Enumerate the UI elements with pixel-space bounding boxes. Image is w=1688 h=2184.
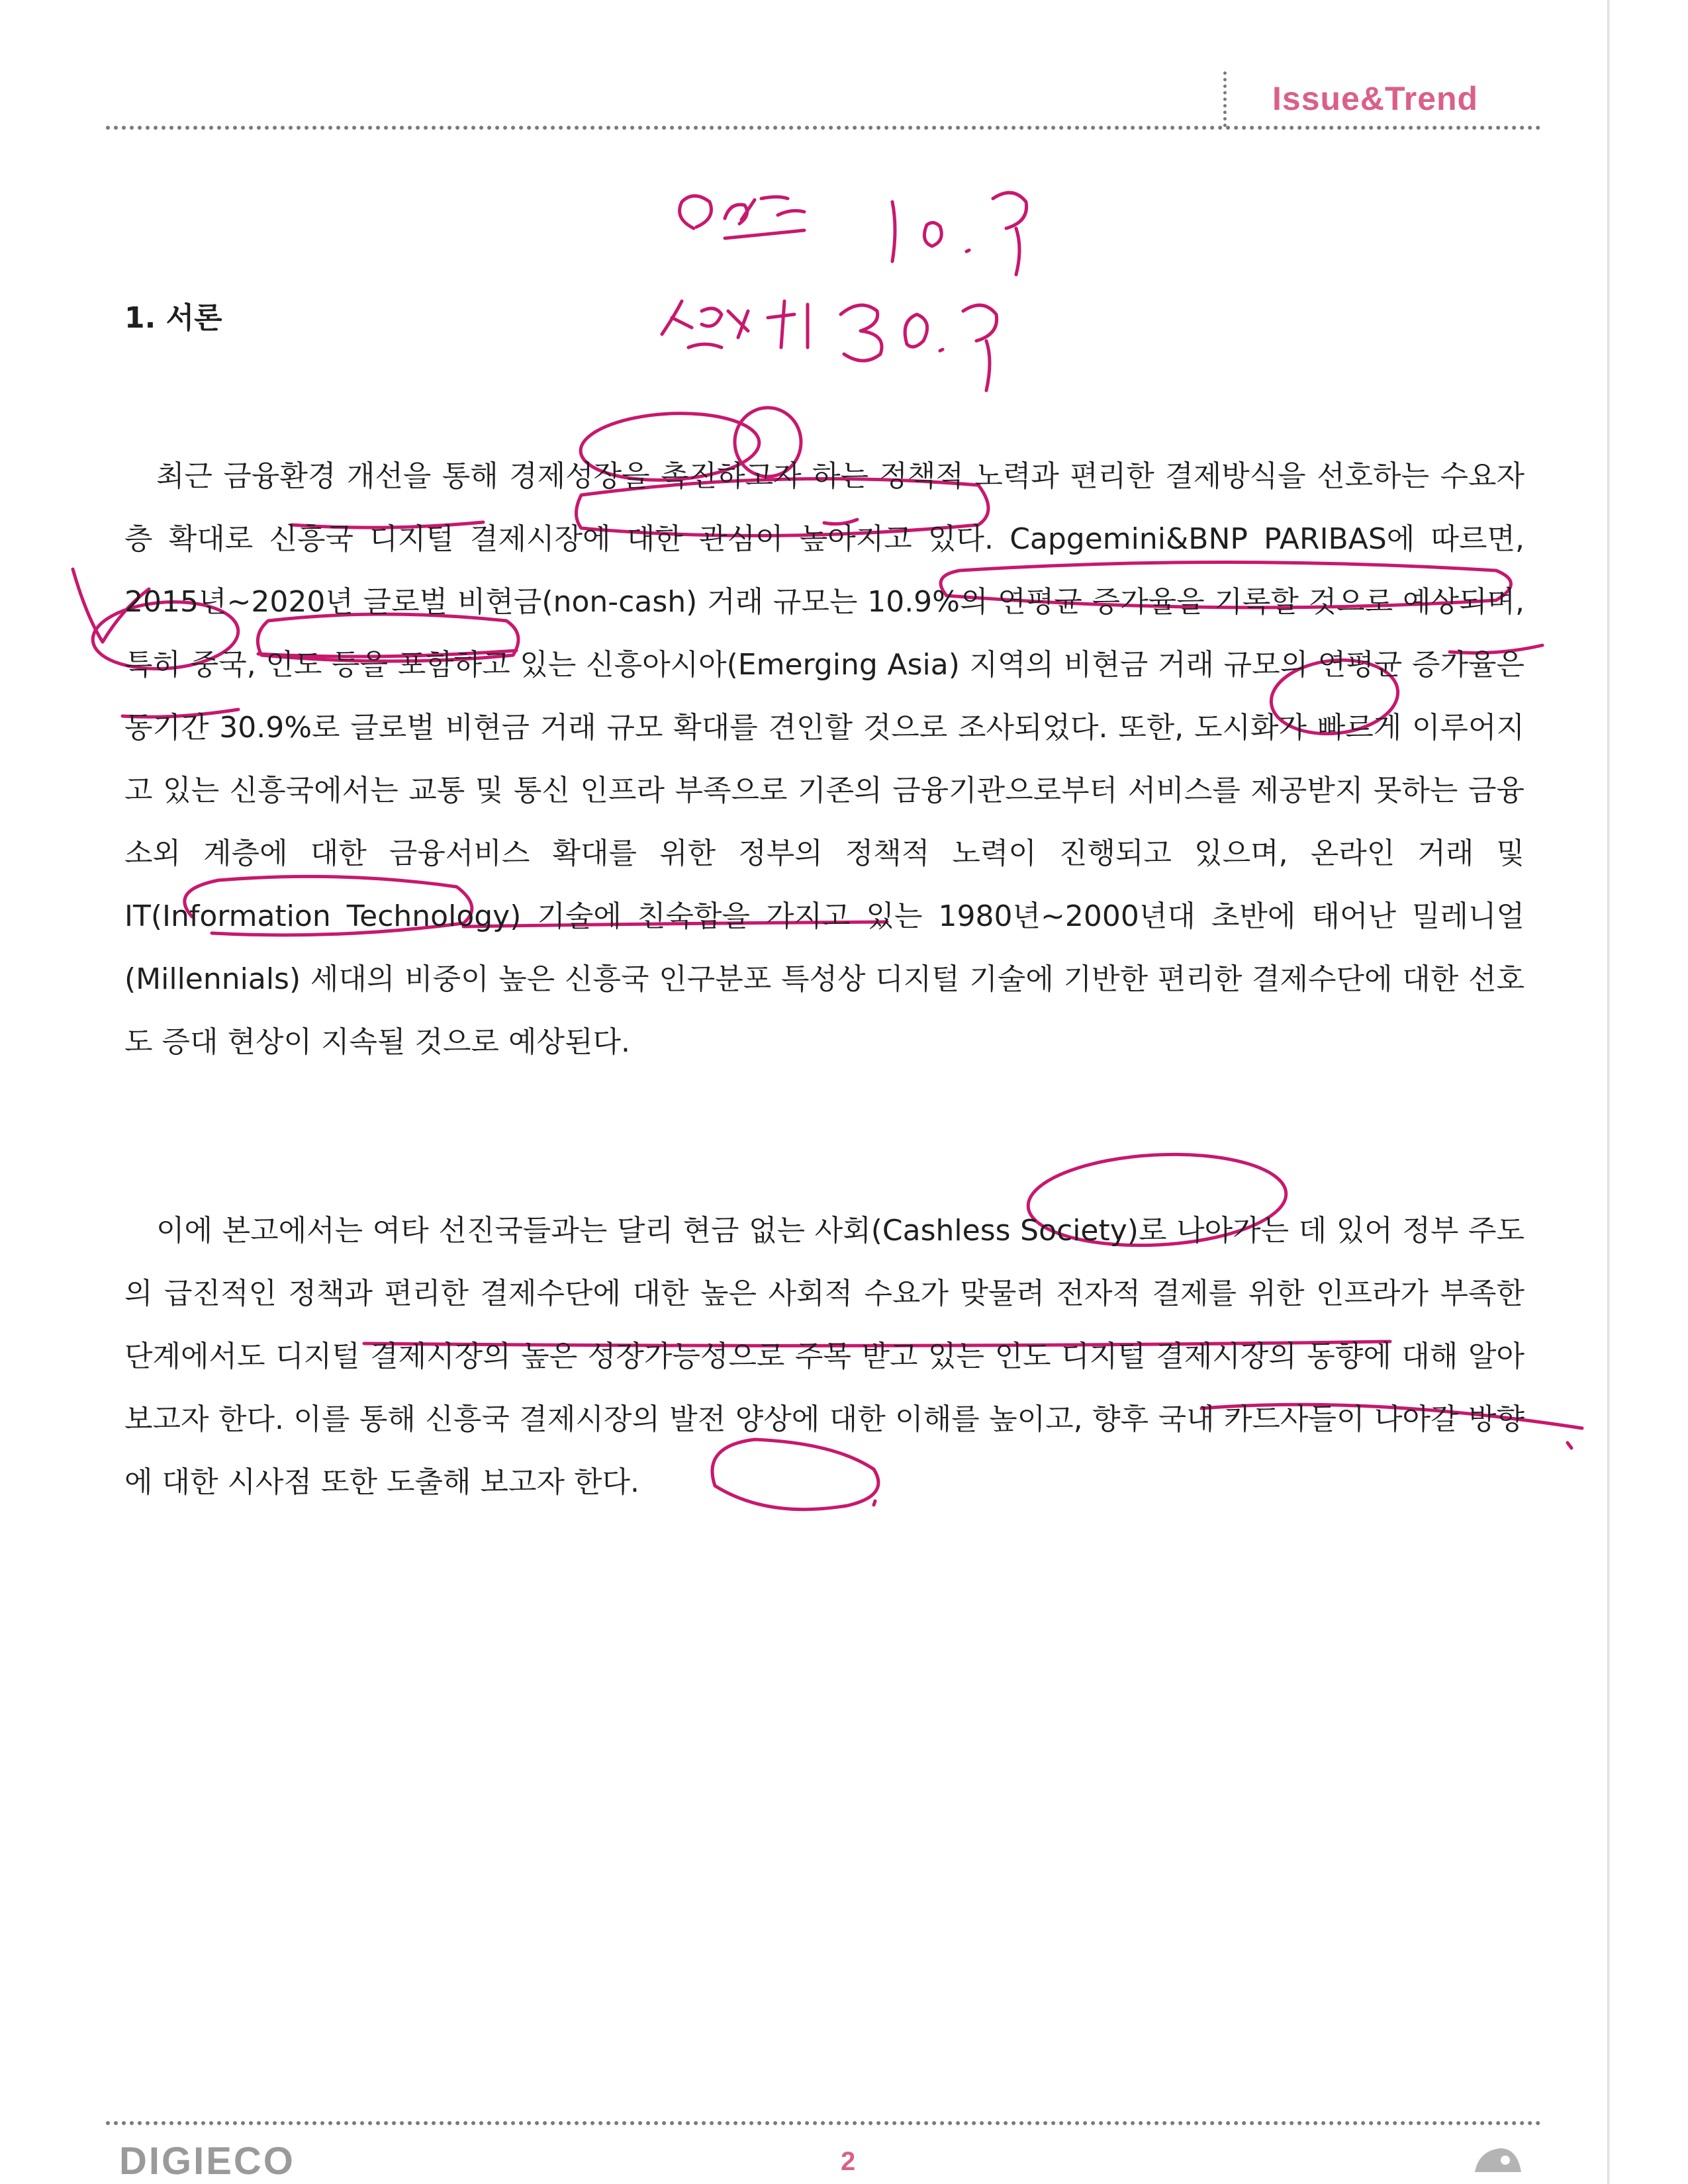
- handwritten-note-number-1: [892, 193, 1027, 275]
- handwritten-note-number-2: [841, 305, 997, 390]
- intro-paragraph-2: 이에 본고에서는 여타 선진국들과는 달리 현금 없는 사회(Cashless Society)로 나아가는 데 있어 정부 주도의 급진적인 정책과 편리한 결제수단에 대한 높은 사회적 수요가 맞물려 전자적 결제를 위한 인프라가 부족한 단계에서도 디지털 결제시장의 높은 성장가능성으로 주목 받고 있는 인도 디지털 결제시장의 동향에 대해 알아보고자 한다. 이를 통해 신흥국 결제시장의 발전 양상에 대한 이해를 높이고, 향후 국내 카드사들이 나아갈 방향에 대한 시사점 또한 도출해 보고자 한다.: [124, 1214, 1524, 1499]
- corner-emblem-icon: [1471, 2144, 1524, 2173]
- handwritten-note-line-2: [662, 301, 808, 347]
- section-heading: 1. 서론: [124, 301, 222, 335]
- scan-page-edge: [1607, 0, 1610, 2184]
- handwritten-note-line-1: [680, 196, 804, 238]
- header-rule: [106, 126, 1541, 130]
- page-number: 2: [841, 2147, 856, 2176]
- publisher-logo: DIGIECO: [119, 2140, 295, 2183]
- header-separator: [1223, 71, 1227, 127]
- section-tag: Issue&Trend: [1272, 80, 1479, 117]
- intro-paragraph-1: 최근 금융환경 개선을 통해 경제성장을 촉진하고자 하는 정책적 노력과 편리한 결제방식을 선호하는 수요자층 확대로 신흥국 디지털 결제시장에 대한 관심이 높아지고 있다. Capgemini&BNP PARIBAS에 따르면, 2015년~2020년 글로벌 비현금(non-cash) 거래 규모는 10.9%의 연평균 증가율을 기록할 것으로 예상되며, 특히 중국, 인도 등을 포함하고 있는 신흥아시아(Emerging Asia) 지역의 비현금 거래 규모의 연평균 증가율은 동기간 30.9%로 글로벌 비현금 거래 규모 확대를 견인할 것으로 조사되었다. 또한, 도시화가 빠르게 이루어지고 있는 신흥국에서는 교통 및 통신 인프라 부족으로 기존의 금융기관으로부터 서비스를 제공받지 못하는 금융소외 계층에 대한 금융서비스 확대를 위한 정부의 정책적 노력이 진행되고 있으며, 온라인 거래 및 IT(Information Technology) 기술에 친숙함을 가지고 있는 1980년~2000년대 초반에 태어난 밀레니얼(Millennials) 세대의 비중이 높은 신흥국 인구분포 특성상 디지털 기술에 기반한 편리한 결제수단에 대한 선호도 증대 현상이 지속될 것으로 예상된다.: [124, 459, 1525, 1059]
- footer-rule: [106, 2121, 1541, 2125]
